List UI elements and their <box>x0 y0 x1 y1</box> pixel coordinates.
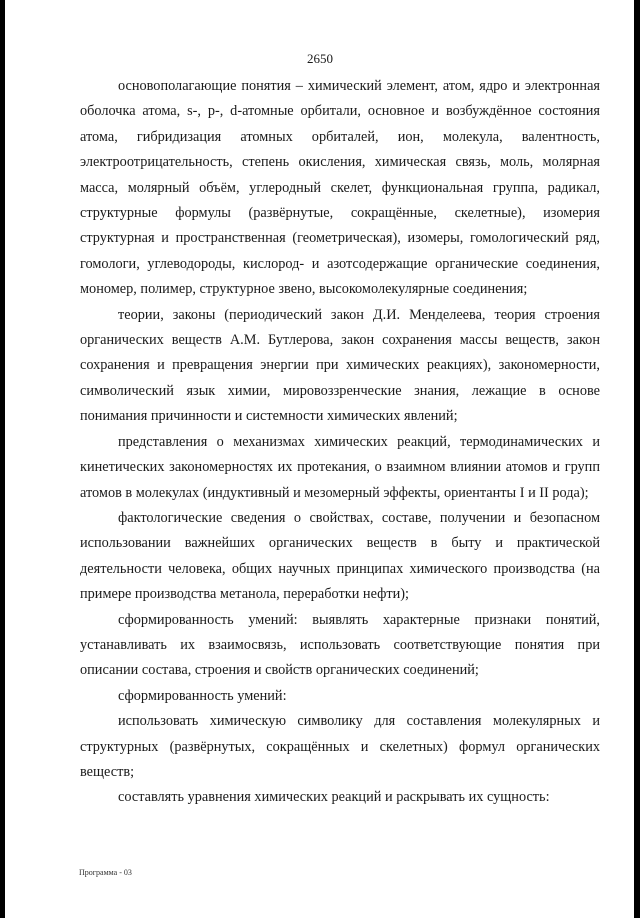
paragraph-mechanisms: представления о механизмах химических реакций, термодинамических и кинетических закономерностях их протекания, о взаимном влиянии атомов и групп атомов в молекулах (индуктивный и мезомерный эффекты, ориентанты I и II рода); <box>80 433 600 501</box>
page-number: 2650 <box>307 51 333 66</box>
scan-border-left <box>0 0 5 918</box>
paragraph-theories: теории, законы (периодический закон Д.И. Менделеева, теория строения органических веществ А.М. Бутлерова, закон сохранения массы веществ, закон сохранения и превращения энергии при химических реакциях), закономерности, символический язык химии, мировоззренческие знания, лежащие в основе понимания причинности и системности химических явлений; <box>80 306 600 425</box>
paragraph-concepts: основополагающие понятия – химический элемент, атом, ядро и электронная оболочка атома, s-, p-, d-атомные орбитали, основное и возбуждённое состояния атома, гибридизация атомных орбиталей, ион, молекула, валентность, электроотрицательность, степень окисления, химическая связь, моль, молярная масса, молярный объём, углеродный скелет, функциональная группа, радикал, структурные формулы (развёрнутые, сокращённые, скелетные), изомерия структурная и пространственная (геометрическая), изомеры, гомологический ряд, гомологи, углеводороды, кислород- и азотсодержащие органические соединения, мономер, полимер, структурное звено, высокомолекулярные соединения; <box>80 78 600 298</box>
body-text <box>80 74 600 811</box>
paragraph-facts: фактологические сведения о свойствах, составе, получении и безопасном использовании важнейших органических веществ в быту и практической деятельности человека, общих научных принципах химического производства (на примере производства метанола, переработки нефти); <box>80 509 600 603</box>
paragraph-skills-concepts: сформированность умений: выявлять характерные признаки понятий, устанавливать их взаимосвязь, использовать соответствующие понятия при описании состава, строения и свойств органических соединений; <box>80 611 600 679</box>
scan-border-right <box>634 0 640 918</box>
paragraph-skills-heading: сформированность умений: <box>118 687 287 704</box>
footer-program-label: Программа - 03 <box>79 868 132 877</box>
paragraph-symbolics: использовать химическую символику для составления молекулярных и структурных (развёрнутых, сокращённых и скелетных) формул органических веществ; <box>80 713 600 780</box>
paragraph-equations: составлять уравнения химических реакций и раскрывать их сущность: <box>118 789 550 806</box>
